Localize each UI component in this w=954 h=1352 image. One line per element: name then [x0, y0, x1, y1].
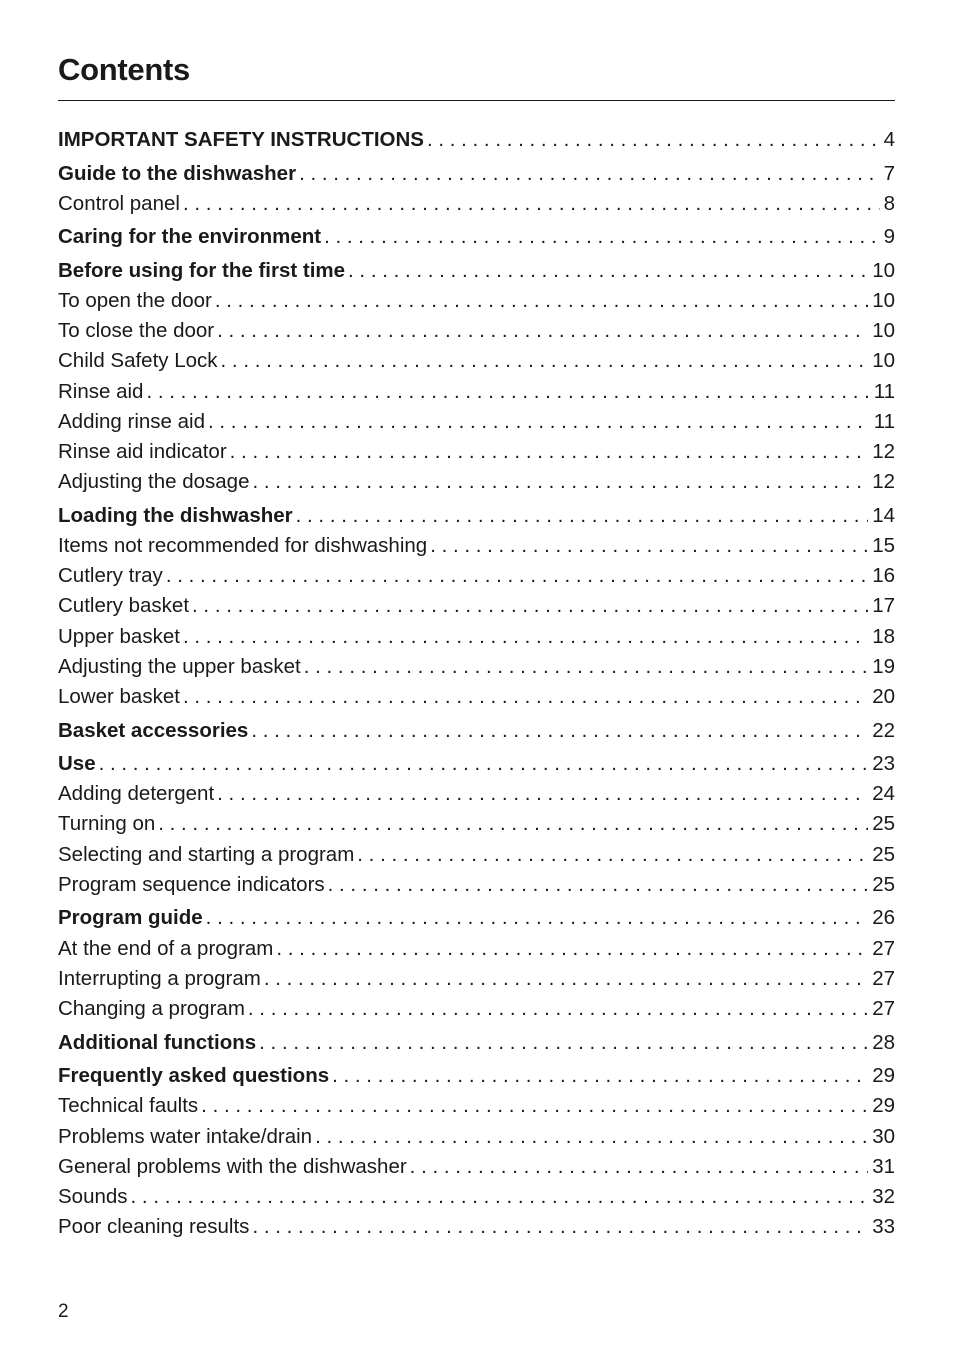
toc-dot-leader: [146, 377, 869, 407]
toc-subentry[interactable]: [58, 531, 895, 561]
page-number: 2: [58, 1301, 69, 1322]
toc-subentry[interactable]: [58, 437, 895, 467]
toc-dot-leader: [206, 903, 869, 933]
toc-subentry[interactable]: [58, 407, 895, 437]
toc-entry-page: 11: [873, 379, 895, 403]
toc-dot-leader: [430, 531, 868, 561]
toc-section-entry[interactable]: [58, 1061, 895, 1091]
toc-entry-label: Items not recommended for dishwashing: [58, 534, 428, 557]
toc-entry-label: Cutlery basket: [58, 594, 190, 618]
toc-subentry[interactable]: [58, 934, 895, 964]
toc-dot-leader: [221, 346, 869, 376]
toc-entry-page: 9: [883, 225, 895, 249]
toc-subentry[interactable]: [58, 1122, 895, 1152]
toc-dot-leader: [332, 1061, 868, 1091]
toc-subentry[interactable]: [58, 316, 895, 346]
toc-entry-label: Poor cleaning results: [58, 1215, 250, 1239]
toc-subentry[interactable]: [58, 964, 895, 994]
toc-entry-page: 17: [872, 594, 895, 618]
toc-entry-label: Frequently asked questions: [58, 1064, 330, 1088]
toc-dot-leader: [357, 840, 868, 870]
toc-entry-page: 19: [872, 654, 895, 678]
toc-entry-label: Problems water intake/drain: [58, 1124, 313, 1148]
toc-entry-label: Technical faults: [58, 1094, 199, 1118]
toc-entry-label: Additional functions: [58, 1030, 257, 1054]
toc-dot-leader: [183, 622, 868, 652]
toc-dot-leader: [201, 1091, 868, 1121]
toc-entry-page: 10: [872, 289, 895, 313]
toc-section-entry[interactable]: [58, 1028, 895, 1058]
toc-dot-leader: [192, 591, 868, 621]
toc-entry-page: 20: [872, 684, 895, 708]
toc-entry-page: 25: [872, 812, 895, 836]
toc-dot-leader: [183, 189, 880, 219]
toc-entry-label: Program guide: [58, 906, 203, 930]
toc-entry-page: 10: [872, 258, 895, 282]
toc-subentry[interactable]: [58, 346, 895, 376]
toc-subentry[interactable]: [58, 377, 895, 407]
toc-entry-label: Changing a program: [58, 996, 245, 1020]
toc-section-entry[interactable]: [58, 749, 895, 779]
toc-entry-label: Child Safety Lock: [58, 349, 218, 373]
toc-subentry[interactable]: [58, 779, 895, 809]
toc-entry-label: IMPORTANT SAFETY INSTRUCTIONS: [58, 128, 424, 151]
toc-dot-leader: [324, 222, 879, 252]
toc-entry-page: 30: [872, 1124, 895, 1148]
toc-dot-leader: [264, 964, 868, 994]
toc-section-entry[interactable]: [58, 716, 895, 746]
toc-subentry[interactable]: [58, 1152, 895, 1182]
toc-dot-leader: [251, 716, 868, 746]
toc-entry-label: Guide to the dishwasher: [58, 161, 297, 185]
toc-entry-label: Adding detergent: [58, 782, 215, 806]
toc-dot-leader: [230, 437, 869, 467]
toc-dot-leader: [183, 682, 868, 712]
toc-dot-leader: [217, 779, 868, 809]
toc-entry-label: General problems with the dishwasher: [58, 1154, 407, 1178]
toc-dot-leader: [158, 809, 868, 839]
toc-dot-leader: [217, 316, 868, 346]
toc-dot-leader: [252, 467, 868, 497]
toc-entry-page: 18: [872, 624, 895, 648]
toc-entry-page: 8: [883, 191, 895, 215]
toc-entry-page: 12: [872, 440, 895, 464]
toc-entry-label: Adjusting the dosage: [58, 470, 250, 494]
toc-subentry[interactable]: [58, 682, 895, 712]
toc-entry-label: Rinse aid indicator: [58, 440, 227, 464]
toc-entry-page: 16: [872, 564, 895, 588]
toc-subentry[interactable]: [58, 286, 895, 316]
toc-entry-label: Lower basket: [58, 684, 180, 708]
toc-entry-label: Adjusting the upper basket: [58, 654, 301, 678]
toc-dot-leader: [99, 749, 869, 779]
toc-dot-leader: [299, 159, 880, 189]
toc-entry-label: Control panel: [58, 191, 180, 215]
toc-dot-leader: [131, 1182, 869, 1212]
toc-dot-leader: [304, 652, 868, 682]
toc-dot-leader: [348, 256, 868, 286]
toc-entry-page: 10: [872, 319, 895, 343]
toc-subentry[interactable]: [58, 652, 895, 682]
toc-dot-leader: [315, 1122, 868, 1152]
toc-entry-page: 25: [872, 872, 895, 896]
toc-entry-page: 26: [872, 906, 895, 930]
toc-subentry[interactable]: [58, 840, 895, 870]
toc-entry-label: Selecting and starting a program: [58, 842, 355, 866]
toc-entry-page: 22: [872, 718, 895, 742]
toc-subentry[interactable]: [58, 1091, 895, 1121]
toc-entry-label: Loading the dishwasher: [58, 503, 293, 527]
toc-subentry[interactable]: [58, 591, 895, 621]
toc-entry-page: 10: [872, 349, 895, 373]
toc-dot-leader: [248, 994, 868, 1024]
toc-entry-label: To close the door: [58, 319, 215, 343]
toc-dot-leader: [208, 407, 870, 437]
toc-entry-page: 12: [872, 470, 895, 494]
toc-dot-leader: [276, 934, 868, 964]
toc-entry-label: Adding rinse aid: [58, 409, 206, 433]
toc-entry-label: Basket accessories: [58, 718, 249, 742]
toc-entry-page: 7: [883, 161, 895, 185]
title-divider: [58, 100, 895, 101]
toc-dot-leader: [259, 1028, 868, 1058]
toc-entry-page: 14: [872, 503, 895, 527]
toc-entry-page: 23: [872, 752, 895, 776]
page-title: Contents: [58, 52, 190, 87]
toc-entry-label: To open the door: [58, 289, 212, 313]
toc-dot-leader: [215, 286, 868, 316]
toc-entry-page: 4: [883, 128, 895, 151]
toc-subentry[interactable]: [58, 189, 895, 219]
toc-entry-page: 11: [873, 409, 895, 433]
toc-entry-page: 27: [872, 966, 895, 990]
toc-section-entry[interactable]: [58, 903, 895, 933]
toc-dot-leader: [166, 561, 868, 591]
toc-entry-label: Upper basket: [58, 624, 180, 648]
toc-section-entry[interactable]: [58, 222, 895, 252]
toc-section-entry[interactable]: [58, 256, 895, 286]
toc-entry-label: Cutlery tray: [58, 564, 163, 588]
toc-subentry[interactable]: [58, 994, 895, 1024]
toc-entry-page: 28: [872, 1030, 895, 1054]
toc-entry-label: Turning on: [58, 812, 156, 836]
toc-entry-page: 27: [872, 996, 895, 1020]
toc-entry-page: 33: [872, 1215, 895, 1239]
toc-subentry[interactable]: [58, 809, 895, 839]
toc-dot-leader: [252, 1212, 868, 1242]
toc-subentry[interactable]: [58, 1182, 895, 1212]
toc-entry-label: Before using for the first time: [58, 258, 346, 282]
toc-entry-label: Interrupting a program: [58, 966, 261, 990]
toc-dot-leader: [296, 501, 869, 531]
toc-subentry[interactable]: [58, 561, 895, 591]
toc-entry-page: 29: [872, 1094, 895, 1118]
toc-subentry[interactable]: [58, 467, 895, 497]
toc-entry-page: 25: [872, 842, 895, 866]
table-of-contents: [58, 125, 895, 1242]
toc-entry-page: 15: [872, 534, 895, 557]
toc-dot-leader: [328, 870, 869, 900]
toc-subentry[interactable]: [58, 622, 895, 652]
toc-entry-label: At the end of a program: [58, 936, 274, 960]
toc-entry-page: 27: [872, 936, 895, 960]
toc-entry-page: 31: [872, 1154, 895, 1178]
toc-entry-label: Rinse aid: [58, 379, 144, 403]
toc-dot-leader: [427, 125, 880, 155]
toc-entry-label: Program sequence indicators: [58, 872, 325, 896]
toc-entry-page: 29: [872, 1064, 895, 1088]
toc-entry-label: Caring for the environment: [58, 225, 322, 249]
toc-entry-page: 24: [872, 782, 895, 806]
toc-section-entry[interactable]: [58, 125, 895, 155]
toc-section-entry[interactable]: [58, 501, 895, 531]
toc-dot-leader: [410, 1152, 869, 1182]
toc-entry-label: Sounds: [58, 1184, 128, 1208]
toc-subentry[interactable]: [58, 1212, 895, 1242]
toc-entry-page: 32: [872, 1184, 895, 1208]
toc-entry-label: Use: [58, 752, 96, 776]
toc-section-entry[interactable]: [58, 159, 895, 189]
toc-subentry[interactable]: [58, 870, 895, 900]
